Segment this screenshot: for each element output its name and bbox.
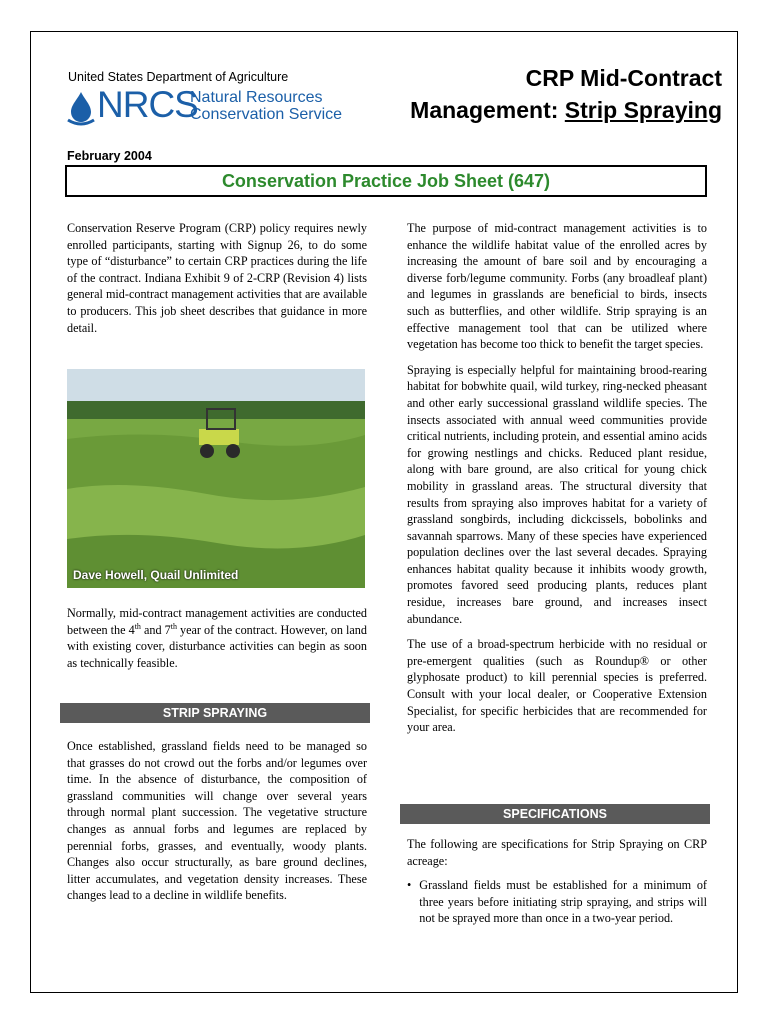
title-line-2 <box>362 94 722 126</box>
publication-date: February 2004 <box>67 149 152 163</box>
nrcs-full-name <box>190 89 342 123</box>
job-sheet-banner: Conservation Practice Job Sheet (647) <box>65 165 707 197</box>
title-line-1: CRP Mid-Contract <box>525 65 722 91</box>
water-drop-icon <box>66 90 96 126</box>
right-column <box>407 220 707 736</box>
title-underlined: Strip Spraying <box>564 97 722 123</box>
brood-habitat-paragraph: Spraying is especially helpful for maintaining brood-rearing habitat for bobwhite quail, wild turkey, ring-necked pheasant and other early successional grassland wildlife species. The insects associated with annual weed communities provide critical nutrients, including protein, and essential amino acids for growing nestlings and chicks. Reduced plant residue, along with bare ground, are also critical for young chick mobility in grassland areas. The structural diversity that results from spraying also improves habitat for a variety of grassland songbirds, including dickcissels, bobolinks and savannah sparrows. Many of these species have experienced population declines over the last several decades. Spraying enhances habitat quality because it inhibits woody growth, promotes favored seed producing plants, reduces plant residue, increases bare ground, and increases insect abundance. <box>407 362 707 626</box>
specifications-heading: SPECIFICATIONS <box>400 804 710 824</box>
nrcs-name-line1: Natural Resources <box>190 89 323 106</box>
document-title <box>362 62 722 126</box>
specifications-block <box>407 836 707 927</box>
field-sprayer-photo <box>67 369 365 588</box>
timing-paragraph: Normally, mid-contract management activities are conducted between the 4th and 7th year of the contract. However, on land with existing cover, disturbance activities can begin as soon as technically feasible. <box>67 606 367 670</box>
nrcs-letters: NRCS <box>97 84 198 125</box>
timing-block <box>67 605 367 671</box>
strip-spraying-paragraph: Once established, grassland fields need to be managed so that grasses do not crowd out the forbs and/or legumes over time. In the absence of disturbance, the composition of grassland communities will change over several years through normal plant succession. The vegetative structure changes as annual forbs and legumes are replaced by perennial forbs, grasses, and eventually, woody plants. Changes also occur structurally, as bare ground declines, litter accumulates, and vegetation density increases. These changes lead to a decline in wildlife benefits. <box>67 739 367 903</box>
photo-illustration <box>67 369 365 588</box>
photo-credit: Dave Howell, Quail Unlimited <box>73 568 239 582</box>
nrcs-logo <box>66 84 346 128</box>
spec-list-item <box>407 877 707 927</box>
strip-spraying-block <box>67 738 367 904</box>
agency-name: United States Department of Agriculture <box>68 70 289 84</box>
bullet-icon: • <box>407 878 412 893</box>
title-prefix: Management: <box>410 97 565 123</box>
left-column <box>67 220 367 336</box>
herbicide-paragraph: The use of a broad-spectrum herbicide with no residual or pre-emergent qualities (such as Roundup® or other glyphosate product) to kill perennial species is preferred. Consult with your local dealer, or Cooperative Extension Specialist, for specific herbicides that are recommended for your area. <box>407 637 707 735</box>
nrcs-name-line2: Conservation Service <box>190 106 343 123</box>
intro-paragraph: Conservation Reserve Program (CRP) policy requires newly enrolled participants, starting with Signup 26, to do some type of “disturbance” to certain CRP practices during the life of the contract. Indiana Exhibit 9 of 2-CRP (Revision 4) lists general mid-contract management activities that are available to producers. This job sheet describes that guidance in more detail. <box>67 221 367 335</box>
spec-bullet-text: Grassland fields must be established for a minimum of three years before initiating strip spraying, and strips will not be sprayed more than once in a two-year period. <box>419 878 707 926</box>
purpose-paragraph: The purpose of mid-contract management activities is to enhance the wildlife habitat value of the enrolled acres by increasing the amount of bare soil and by encouraging a diverse forb/legume community. Forbs (any broadleaf plant) and legumes in grasslands are beneficial to birds, insects such as butterflies, and other wildlife. Strip spraying is an effective management tool that can be utilized where vegetation has become too thick to benefit the target species. <box>407 221 707 352</box>
specifications-intro: The following are specifications for Strip Spraying on CRP acreage: <box>407 837 707 868</box>
strip-spraying-heading: STRIP SPRAYING <box>60 703 370 723</box>
